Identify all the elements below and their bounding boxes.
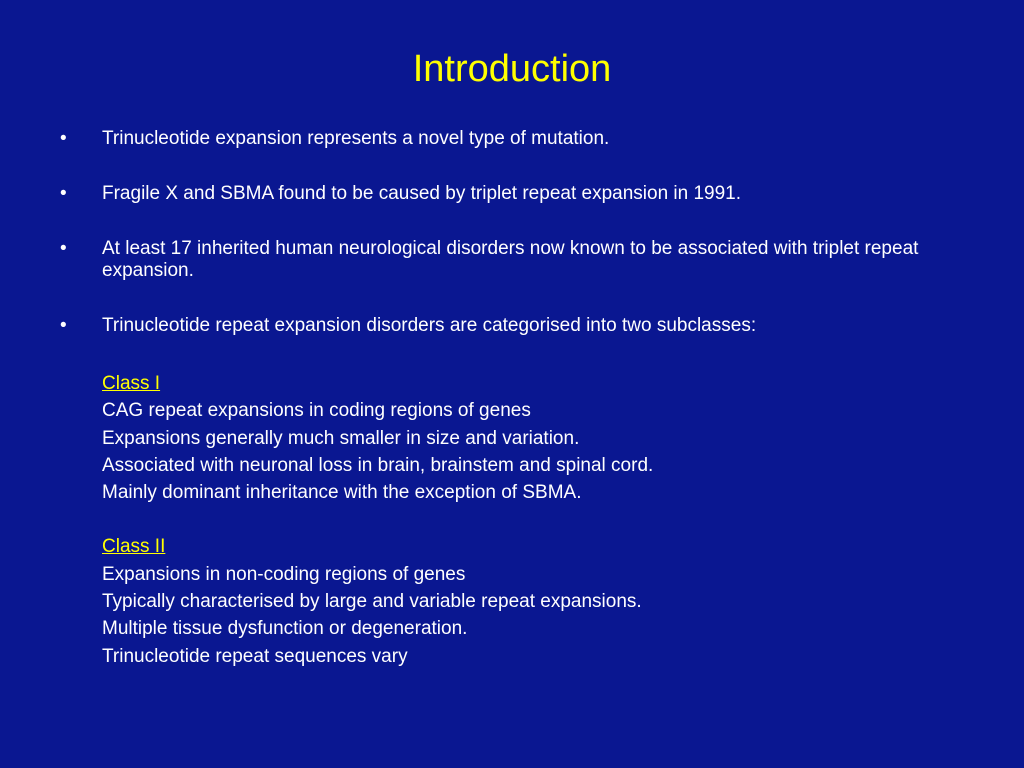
bullet-item bbox=[60, 183, 960, 205]
bullet-item bbox=[60, 238, 960, 282]
class-one-line: CAG repeat expansions in coding regions of genes bbox=[102, 400, 531, 422]
bullet-marker: • bbox=[60, 238, 67, 259]
class-one-section bbox=[60, 370, 960, 506]
bullet-text: At least 17 inherited human neurological disorders now known to be associated with triplet repeat expansion. bbox=[102, 238, 919, 281]
class-two-line: Expansions in non-coding regions of genes bbox=[102, 563, 466, 585]
class-two-section bbox=[60, 533, 960, 669]
bullet-text: Trinucleotide expansion represents a novel type of mutation. bbox=[102, 128, 610, 149]
class-two-line: Trinucleotide repeat sequences vary bbox=[102, 645, 408, 667]
bullet-marker: • bbox=[60, 128, 67, 149]
class-two-line: Multiple tissue dysfunction or degeneration. bbox=[102, 618, 468, 640]
bullet-text: Fragile X and SBMA found to be caused by triplet repeat expansion in 1991. bbox=[102, 183, 742, 204]
section-spacer bbox=[60, 506, 960, 533]
bullet-item bbox=[60, 128, 960, 150]
class-one-heading: Class I bbox=[102, 373, 161, 394]
bullet-marker: • bbox=[60, 183, 67, 204]
bullet-text: Trinucleotide repeat expansion disorders are categorised into two subclasses: bbox=[102, 315, 757, 336]
class-one-line: Associated with neuronal loss in brain, brainstem and spinal cord. bbox=[102, 454, 654, 476]
class-two-line: Typically characterised by large and variable repeat expansions. bbox=[102, 591, 642, 613]
class-one-line: Expansions generally much smaller in size and variation. bbox=[102, 427, 580, 449]
slide-title: Introduction bbox=[412, 48, 612, 90]
slide-content bbox=[60, 128, 960, 670]
class-one-line: Mainly dominant inheritance with the exception of SBMA. bbox=[102, 482, 582, 504]
class-two-heading: Class II bbox=[102, 536, 166, 558]
bullet-item bbox=[60, 315, 960, 337]
bullet-marker: • bbox=[60, 315, 67, 336]
